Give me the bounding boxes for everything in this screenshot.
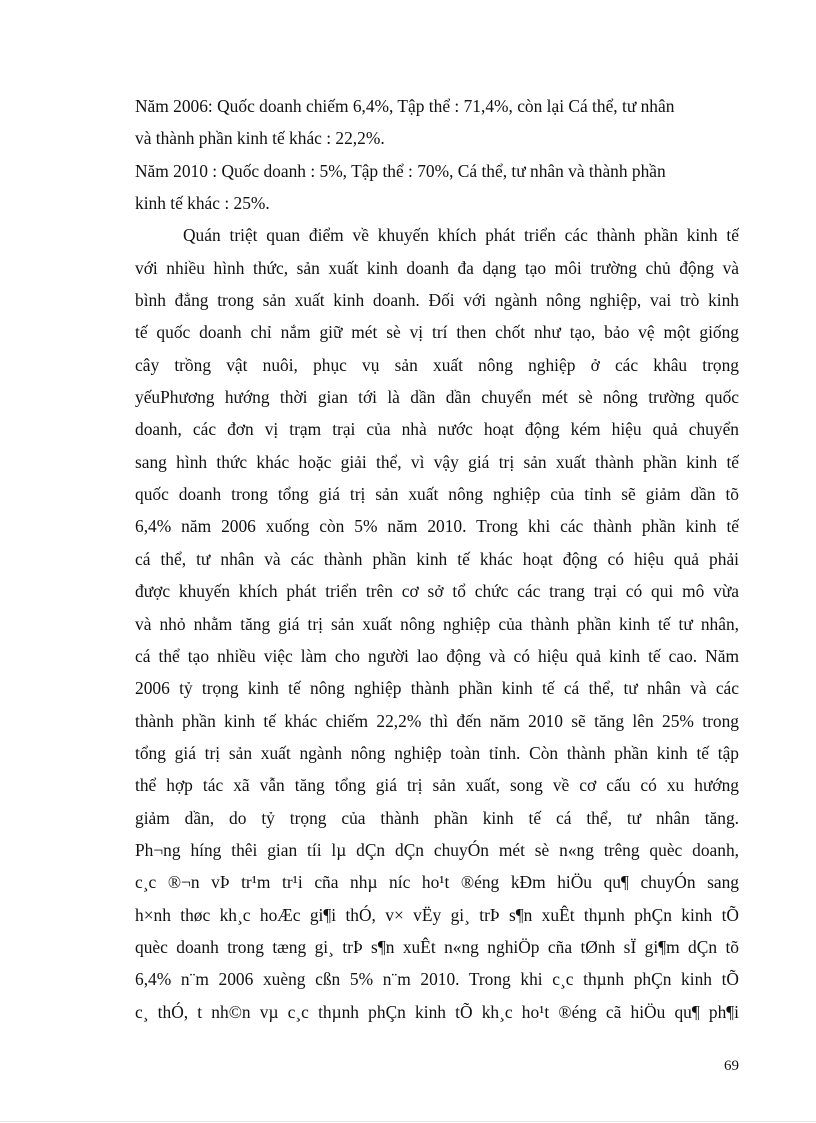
text-line: tế quốc doanh chỉ nắm giữ mét sè vị trí then chốt như tạo, bảo vệ một giống [135,322,739,343]
page-number: 69 [724,1058,739,1074]
text-line: doanh, các đơn vị trạm trại của nhà nước hoạt động kém hiệu quả chuyển [135,419,739,440]
text-line: được khuyến khích phát triển trên cơ sở tổ chức các trang trại có qui mô vừa [135,581,739,602]
text-line: cây trồng vật nuôi, phục vụ sản xuất nông nghiệp ở các khâu trọng [135,354,739,375]
text-line: c¸ thÓ, t nh©n vµ c¸c thµnh phÇn kinh tÕ kh¸c ho¹t ®éng cã hiÖu qu¶ ph¶i [135,1001,739,1022]
text-line: kinh tế khác : 25%. [135,193,270,214]
text-line: quèc doanh trong tæng gi¸ trÞ s¶n xuÊt n«ng nghiÖp cña tØnh sÏ gi¶m dÇn tõ [135,936,739,957]
text-line: và nhỏ nhằm tăng giá trị sản xuất nông nghiệp của thành phần kinh tế tư nhân, [135,613,739,634]
text-line: tổng giá trị sản xuất ngành nông nghiệp toàn tỉnh. Còn thành phần kinh tế tập [135,742,739,763]
body-text [135,90,739,1028]
text-line: giảm dần, do tỷ trọng của thành phần kinh tế cá thể, tư nhân tăng. [135,807,739,828]
text-line: và thành phần kinh tế khác : 22,2%. [135,128,385,149]
text-line: cá thể, tư nhân và các thành phần kinh tế khác hoạt động có hiệu quả phải [135,548,739,569]
text-line: Năm 2010 : Quốc doanh : 5%, Tập thể : 70%, Cá thể, tư nhân và thành phần [135,160,666,181]
text-line: sang hình thức khác hoặc giải thể, vì vậy giá trị sản xuất thành phần kinh tế [135,451,739,472]
text-line: 2006 tỷ trọng kinh tế nông nghiệp thành phần kinh tế cá thể, tư nhân và các [135,678,739,699]
text-line: 6,4% n¨m 2006 xuèng cßn 5% n¨m 2010. Trong khi c¸c thµnh phÇn kinh tÕ [135,969,739,990]
text-line: Năm 2006: Quốc doanh chiếm 6,4%, Tập thể : 71,4%, còn lại Cá thể, tư nhân [135,96,675,116]
text-line: Ph¬ng híng thêi gian tíi lµ dÇn dÇn chuyÓn mét sè n«ng trêng quèc doanh, [135,839,739,860]
text-line: thành phần kinh tế khác chiếm 22,2% thì đến năm 2010 sẽ tăng lên 25% trong [135,710,739,731]
text-line: cá thể tạo nhiều việc làm cho người lao động và có hiệu quả kinh tế cao. Năm [135,645,739,666]
text-line: yếuPhương hướng thời gian tới là dần dần chuyển mét sè nông trường quốc [135,387,739,408]
text-line: c¸c ®¬n vÞ tr¹m tr¹i cña nhµ níc ho¹t ®éng kÐm hiÖu qu¶ chuyÓn sang [135,872,739,893]
text-line: thể hợp tác xã vẫn tăng tổng giá trị sản xuất, song về cơ cấu có xu hướng [135,775,739,796]
text-line: h×nh thøc kh¸c hoÆc gi¶i thÓ, v× vËy gi¸ trÞ s¶n xuÊt thµnh phÇn kinh tÕ [135,904,739,925]
text-line: bình đẳng trong sản xuất kinh doanh. Đối với ngành nông nghiệp, vai trò kinh [135,290,739,311]
page-bottom-edge [0,1121,816,1122]
paragraph-first-line: Quán triệt quan điểm về khuyến khích phát triển các thành phần kinh tế [183,225,739,246]
text-line: 6,4% năm 2006 xuống còn 5% năm 2010. Trong khi các thành phần kinh tế [135,516,739,537]
text-line: quốc doanh trong tổng giá trị sản xuất nông nghiệp của tỉnh sẽ giảm dần tõ [135,484,739,505]
text-line: với nhiều hình thức, sản xuất kinh doanh đa dạng tạo môi trường chủ động và [135,257,739,278]
